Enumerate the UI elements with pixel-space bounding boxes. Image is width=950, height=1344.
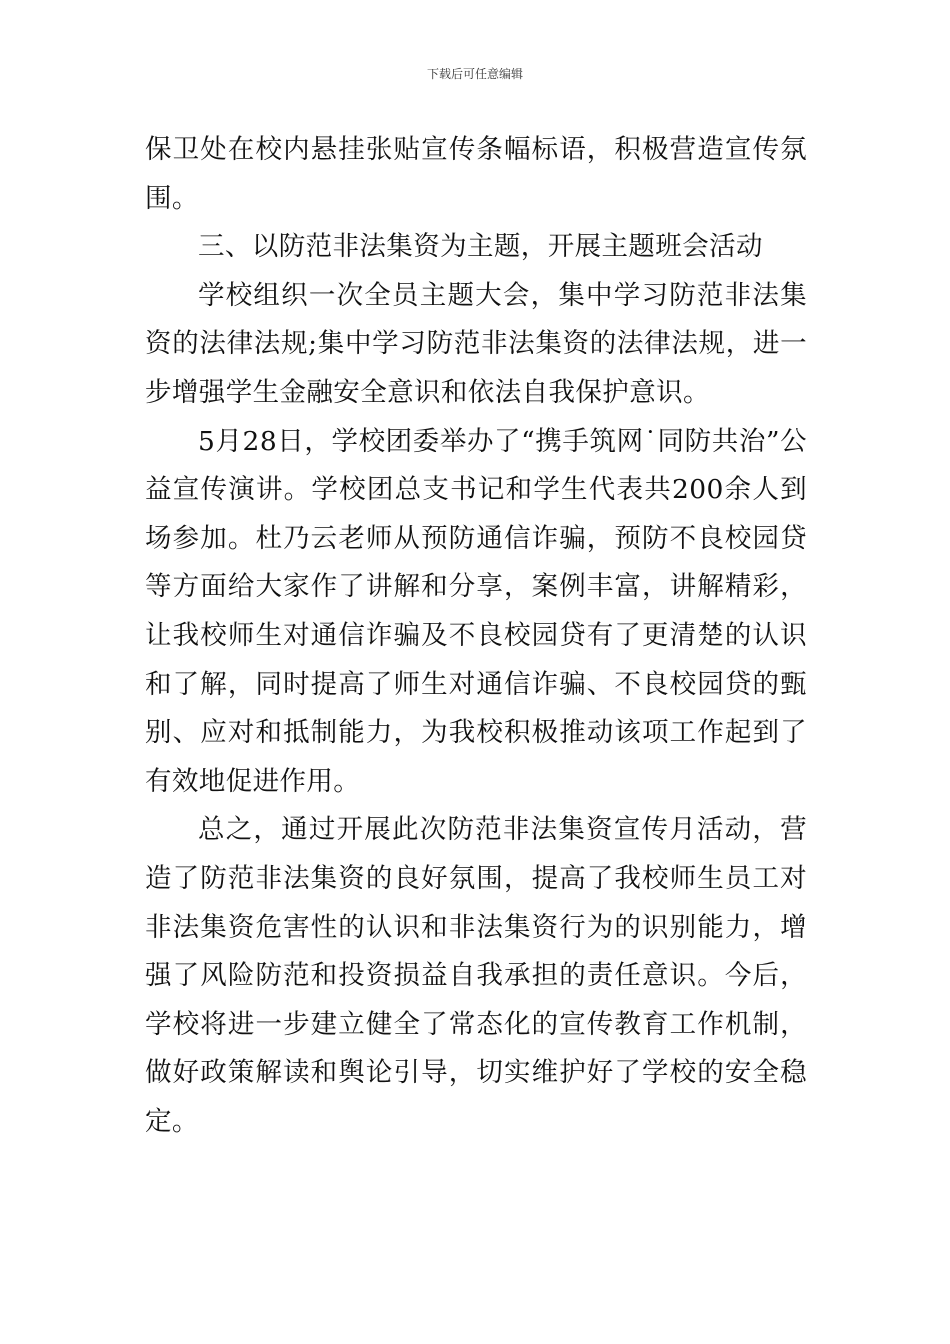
paragraph-speech-event: 5月28日，学校团委举办了“携手筑网˙同防共治”公益宣传演讲。学校团总支书记和学生代表共200余人到场参加。杜乃云老师从预防通信诈骗，预防不良校园贷等方面给大家作了讲解和分享，案例丰富，讲解精彩，让我校师生对通信诈骗及不良校园贷有了更清楚的认识和了解，同时提高了师生对通信诈骗、不良校园贷的甄别、应对和抵制能力，为我校积极推动该项工作起到了有效地促进作用。 [145, 425, 807, 797]
page-header: 下载后可任意编辑 [426, 67, 523, 81]
paragraph-theme-meeting: 学校组织一次全员主题大会，集中学习防范非法集资的法律法规;集中学习防范非法集资的法律法规，进一步增强学生金融安全意识和依法自我保护意识。 [145, 279, 807, 408]
paragraph-continuation: 保卫处在校内悬挂张贴宣传条幅标语，积极营造宣传氛围。 [145, 134, 807, 214]
document-body [145, 126, 807, 1146]
paragraph-conclusion: 总之，通过开展此次防范非法集资宣传月活动，营造了防范非法集资的良好氛围，提高了我校师生员工对非法集资危害性的认识和非法集资行为的识别能力，增强了风险防范和投资损益自我承担的责任意识。今后，学校将进一步建立健全了常态化的宣传教育工作机制，做好政策解读和舆论引导，切实维护好了学校的安全稳定。 [145, 814, 807, 1137]
section-heading-3: 三、以防范非法集资为主题，开展主题班会活动 [198, 231, 763, 263]
